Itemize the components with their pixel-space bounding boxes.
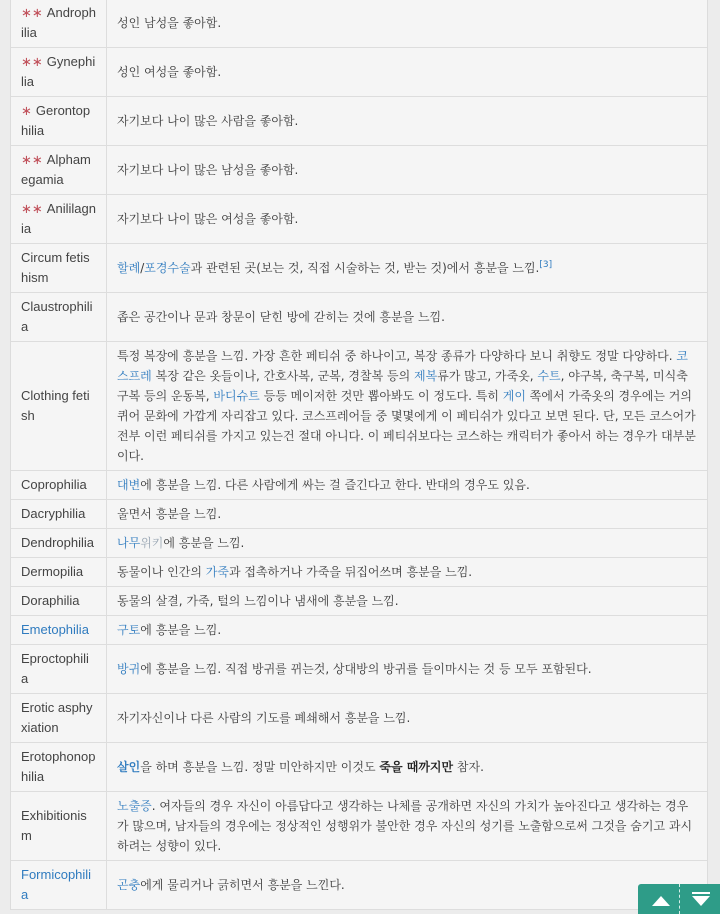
term-cell [11,616,107,645]
table-row [11,244,707,293]
text-segment: . 여자들의 경우 자신이 아름답다고 생각하는 나체를 공개하면 자신의 가치가 높아진다고 생각하는 경우가 많으며, 남자들의 경우에는 정상적인 성행위가 불안한 경우 자신의 성기를 노출함으로써 그것을 숨기고 과시하려는 성향이 있다. [117,799,692,853]
term-cell [11,558,107,587]
text-segment: 동물이나 인간의 [117,565,206,579]
term-label[interactable]: Emetophilia [21,622,89,637]
term-cell [11,293,107,342]
text-segment: 좁은 공간이나 문과 창문이 닫힌 방에 갇히는 것에 흥분을 느낌. [117,310,445,324]
table-row [11,694,707,743]
term-cell [11,645,107,694]
text-segment: 을 하며 흥분을 느낌. 정말 미안하지만 이것도 [140,760,379,774]
description-cell [107,529,708,558]
text-segment: 동물의 살결, 가죽, 털의 느낌이나 냄새에 흥분을 느낌. [117,594,399,608]
term-label: Eproctophilia [21,651,89,686]
text-segment: 위키 [140,536,163,550]
text-segment: 쪽에서 가죽옷의 경우에는 거의 퀴어 문화에 가깝게 자리잡고 있다. 코스프레어들 중 몇몇에게 이 페티쉬가 있다고 보면 된다. 단, 모든 코스어가 전부 이런 페티쉬를 가지고 있는건 절대 아니다. 이 페티쉬보다는 코스하는 캐릭터가 좋아서 하는 경우가 대부분이다. [117,389,696,463]
term-cell [11,342,107,471]
term-label: Clothing fetish [21,388,90,423]
table-row [11,616,707,645]
term-label: Claustrophilia [21,299,93,334]
term-label: Dendrophilia [21,535,94,550]
text-segment: 과 접촉하거나 가죽을 뒤집어쓰며 흥분을 느낌. [229,565,472,579]
description-cell [107,861,708,910]
text-segment: 에 흥분을 느낌. 다른 사람에게 싸는 걸 즐긴다고 한다. 반대의 경우도 있음. [140,478,530,492]
term-label: Anililagnia [21,201,96,236]
wiki-link[interactable]: 포경수술 [144,261,190,275]
term-label: Doraphilia [21,593,80,608]
text-segment: 에 흥분을 느낌. [140,623,221,637]
term-cell [11,529,107,558]
text-segment: 참자. [453,760,484,774]
description-cell [107,342,708,471]
wiki-link[interactable]: 구토 [117,623,140,637]
wiki-link[interactable]: 노출증 [117,799,152,813]
table-row [11,195,707,244]
term-cell [11,743,107,792]
footnote-ref-link[interactable]: [3] [539,260,552,270]
term-cell [11,587,107,616]
table-row [11,587,707,616]
description-cell [107,792,708,861]
table-row [11,146,707,195]
wiki-link[interactable]: 방귀 [117,662,140,676]
term-label: Androphilia [21,5,96,40]
asterisk-marker: ∗∗ [21,54,43,69]
description-cell [107,146,708,195]
text-segment: 복장 같은 옷들이나, 간호사복, 군복, 경찰복 등의 [152,369,414,383]
fetish-table [11,0,707,910]
term-label: Erotic asphyxiation [21,700,93,735]
text-segment: 성인 여성을 좋아함. [117,65,221,79]
text-segment: 류가 많고, 가죽옷, [437,369,537,383]
term-label: Dacryphilia [21,506,85,521]
term-label: Exhibitionism [21,808,87,843]
table-row [11,500,707,529]
text-segment: 에게 물리거나 긁히면서 흥분을 느낀다. [140,878,345,892]
wiki-link[interactable]: 바디슈트 [213,389,259,403]
wiki-link[interactable]: 게이 [503,389,526,403]
text-segment: 에 흥분을 느낌. [163,536,244,550]
term-cell [11,471,107,500]
text-segment: 에 흥분을 느낌. 직접 방귀를 뀌는것, 상대방의 방귀를 들이마시는 것 등 모두 포함된다. [140,662,591,676]
term-cell [11,861,107,910]
term-cell [11,48,107,97]
term-cell [11,244,107,293]
text-segment: 자기보다 나이 많은 여성을 좋아함. [117,212,298,226]
text-segment: 성인 남성을 좋아함. [117,16,221,30]
table-row [11,471,707,500]
term-label[interactable]: Formicophilia [21,867,91,902]
description-cell [107,558,708,587]
term-cell [11,694,107,743]
term-label: Circum fetishism [21,250,90,285]
table-row [11,645,707,694]
text-segment: 울면서 흥분을 느낌. [117,507,221,521]
text-segment: 특정 복장에 흥분을 느낌. 가장 흔한 페티쉬 중 하나이고, 복장 종류가 다양하다 보니 취향도 정말 다양하다. [117,349,676,363]
text-segment: 자기자신이나 다른 사람의 기도를 폐쇄해서 흥분을 느낌. [117,711,410,725]
term-cell [11,195,107,244]
term-cell [11,500,107,529]
description-cell [107,694,708,743]
bold-text: 죽을 때까지만 [379,760,453,774]
table-row [11,792,707,861]
term-cell [11,97,107,146]
scroll-top-button[interactable] [638,884,679,914]
table-row [11,861,707,910]
description-cell [107,616,708,645]
text-segment: 등등 메이저한 것만 뽑아봐도 이 정도다. 특히 [260,389,503,403]
description-cell [107,195,708,244]
description-cell [107,97,708,146]
term-label: Dermopilia [21,564,83,579]
wiki-link[interactable]: 살인 [117,760,140,774]
text-segment: / [140,261,144,275]
description-cell [107,500,708,529]
wiki-link[interactable]: 할례 [117,261,140,275]
description-cell [107,0,708,48]
wiki-link[interactable]: 코스프레 [117,349,688,383]
table-row [11,529,707,558]
wiki-link[interactable]: 나무 [117,536,140,550]
term-label: Alphamegamia [21,152,91,187]
text-segment: , 야구복, 축구복, 미식축구복 등의 운동복, [117,369,688,403]
description-cell [107,743,708,792]
wiki-link[interactable]: 가죽 [206,565,229,579]
wiki-link[interactable]: 제복 [414,369,437,383]
description-cell [107,645,708,694]
triangle-down-icon [692,896,710,906]
wiki-link[interactable]: 곤충 [117,878,140,892]
scroll-nav [638,884,720,914]
term-cell [11,792,107,861]
asterisk-marker: ∗ [21,103,32,118]
triangle-up-icon [652,896,670,906]
wiki-content [10,0,708,910]
asterisk-marker: ∗∗ [21,152,43,167]
table-row [11,342,707,471]
text-segment: 자기보다 나이 많은 남성을 좋아함. [117,163,298,177]
wiki-link[interactable]: 수트 [537,369,560,383]
description-cell [107,587,708,616]
asterisk-marker: ∗∗ [21,5,43,20]
asterisk-marker: ∗∗ [21,201,43,216]
table-row [11,293,707,342]
scroll-bottom-button[interactable] [679,884,720,914]
table-row [11,48,707,97]
description-cell [107,471,708,500]
term-cell [11,146,107,195]
term-label: Gerontophilia [21,103,90,138]
table-row [11,743,707,792]
wiki-link[interactable]: 대변 [117,478,140,492]
term-cell [11,0,107,48]
term-label: Coprophilia [21,477,87,492]
term-label: Gynephilia [21,54,95,89]
table-row [11,97,707,146]
text-segment: 자기보다 나이 많은 사람을 좋아함. [117,114,298,128]
description-cell [107,48,708,97]
table-row [11,0,707,48]
text-segment: 과 관련된 곳(보는 것, 직접 시술하는 것, 받는 것)에서 흥분을 느낌. [191,261,540,275]
description-cell [107,293,708,342]
term-label: Erotophonophilia [21,749,95,784]
description-cell [107,244,708,293]
table-row [11,558,707,587]
